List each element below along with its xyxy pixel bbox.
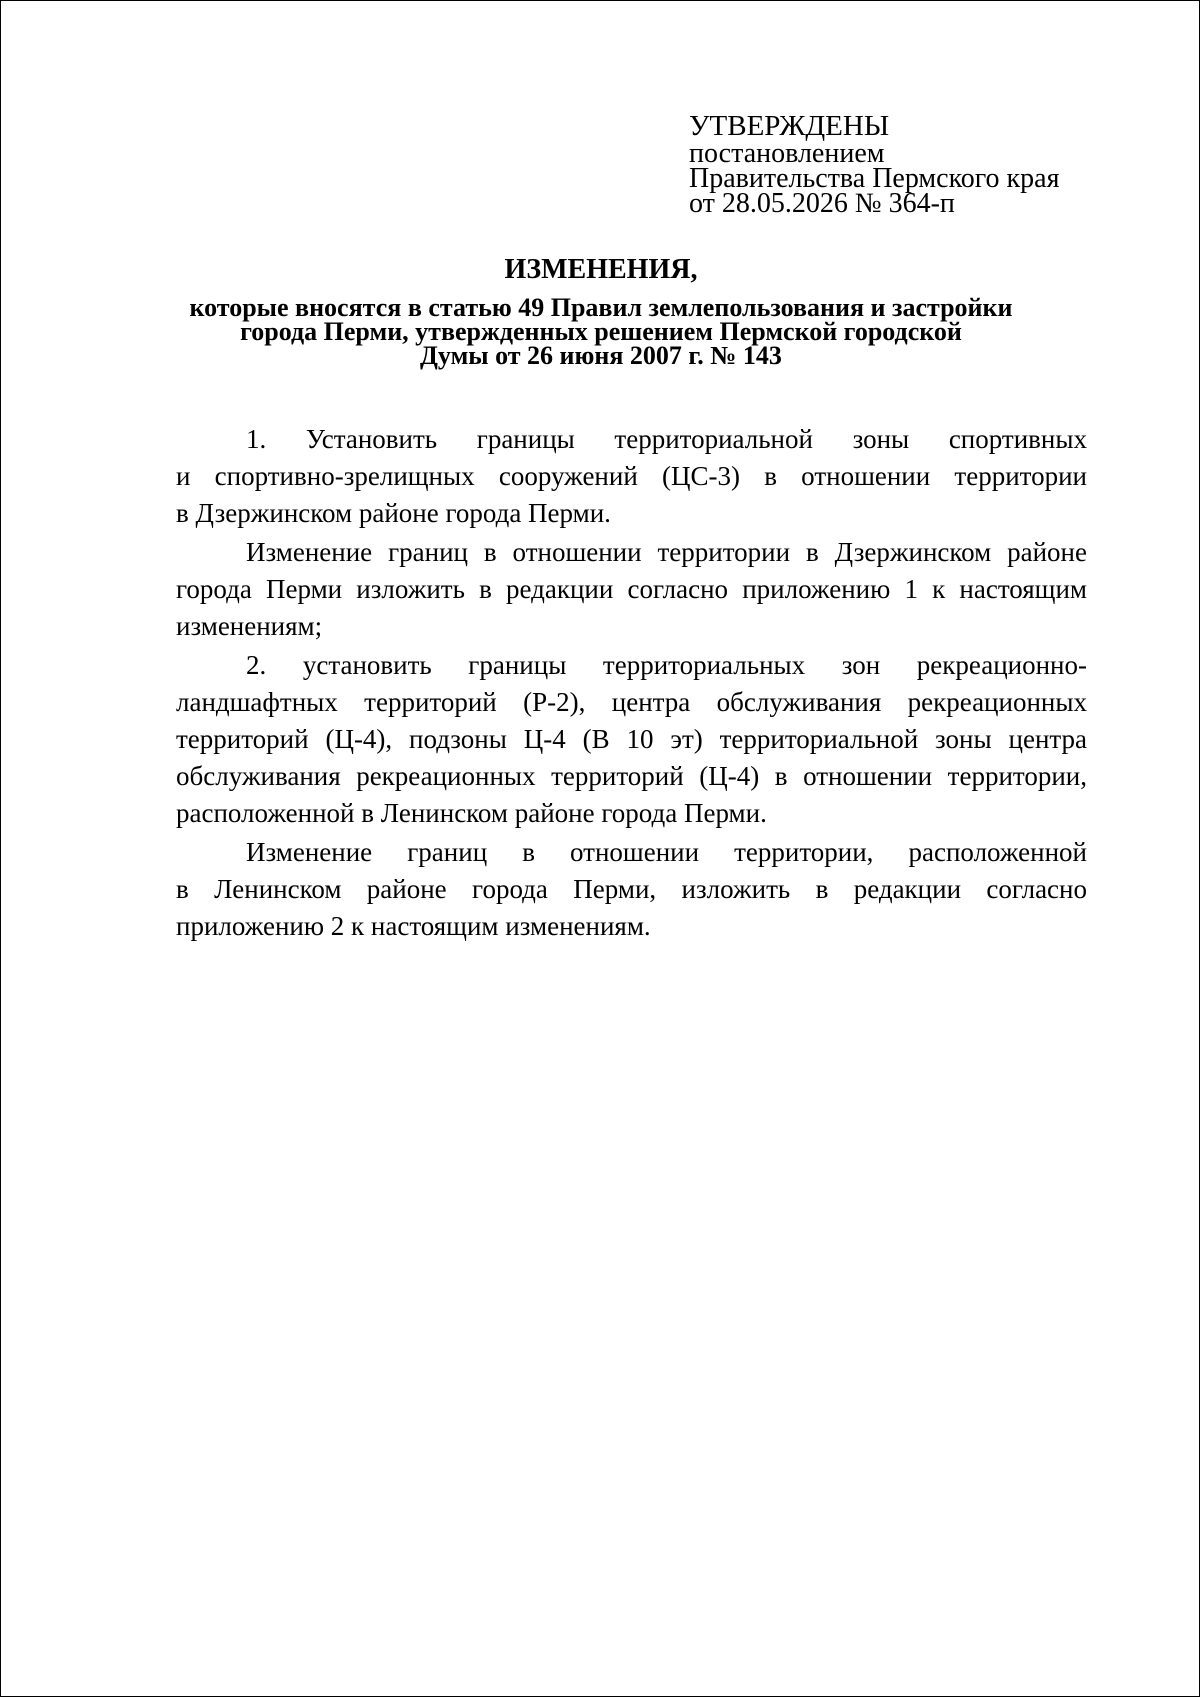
document-body xyxy=(176,421,1087,947)
paragraph-line: 1. Установить границы территориальной зоны спортивных xyxy=(246,424,1087,454)
paragraph-line: в Ленинском районе города Перми, изложить в редакции согласно xyxy=(176,874,1087,904)
paragraph-line: Изменение границ в отношении территории в Дзержинском районе xyxy=(246,537,1087,567)
paragraph-line: Изменение границ в отношении территории, расположенной xyxy=(246,837,1087,867)
document-title: ИЗМЕНЕНИЯ, xyxy=(504,254,698,285)
paragraph-line: приложению 2 к настоящим изменениям. xyxy=(176,911,651,941)
paragraph-2 xyxy=(176,534,1087,645)
approval-line-1: постановлением xyxy=(689,138,885,169)
paragraph-line: в Дзержинском районе города Перми. xyxy=(176,498,611,528)
paragraph-line: расположенной в Ленинском районе города Перми. xyxy=(176,798,767,828)
paragraph-line: обслуживания рекреационных территорий (Ц-4) в отношении территории, xyxy=(176,761,1087,791)
document-subtitle xyxy=(151,293,1051,370)
paragraph-line: территорий (Ц-4), подзоны Ц-4 (В 10 эт) территориальной зоны центра xyxy=(176,724,1087,754)
approval-line-2: Правительства Пермского края xyxy=(689,163,1060,194)
paragraph-4 xyxy=(176,834,1087,945)
approval-line-3: от 28.05.2026 № 364-п xyxy=(689,188,955,219)
approval-stamp xyxy=(689,110,1109,219)
paragraph-line: города Перми изложить в редакции согласно приложению 1 к настоящим xyxy=(176,574,1087,604)
subtitle-line-1: которые вносятся в статью 49 Правил землепользования и застройки xyxy=(189,293,1013,322)
paragraph-line: ландшафтных территорий (Р-2), центра обслуживания рекреационных xyxy=(176,687,1087,717)
paragraph-line: изменениям; xyxy=(176,611,323,641)
paragraph-line: 2. установить границы территориальных зон рекреационно- xyxy=(246,650,1087,680)
subtitle-line-3: Думы от 26 июня 2007 г. № 143 xyxy=(420,341,782,370)
paragraph-3 xyxy=(176,647,1087,832)
paragraph-1 xyxy=(176,421,1087,532)
subtitle-line-2: города Перми, утвержденных решением Пермской городской xyxy=(240,317,962,346)
paragraph-line: и спортивно-зрелищных сооружений (ЦС-3) в отношении территории xyxy=(176,461,1087,491)
approval-heading: УТВЕРЖДЕНЫ xyxy=(689,110,890,142)
